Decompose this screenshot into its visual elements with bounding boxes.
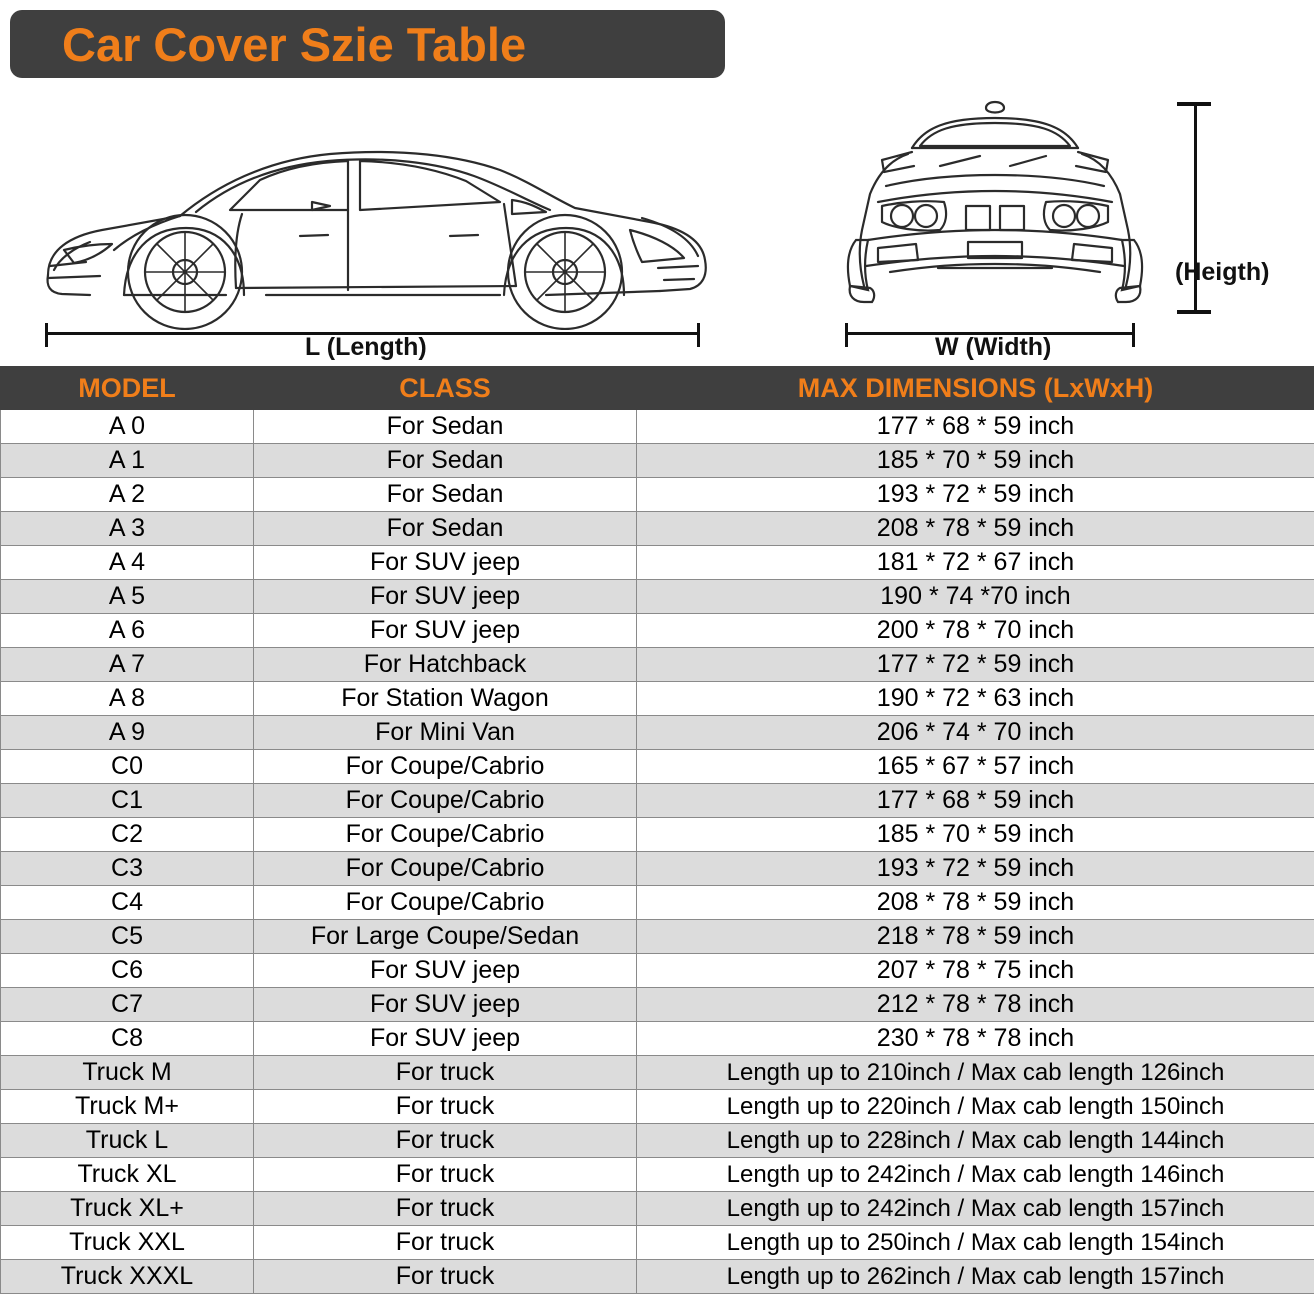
cell-model: C2: [1, 818, 254, 852]
cell-model: A 9: [1, 716, 254, 750]
cell-dimensions: 206 * 74 * 70 inch: [637, 716, 1314, 750]
cell-model: A 6: [1, 614, 254, 648]
table-row: [1, 1226, 1314, 1260]
cell-dimensions: 165 * 67 * 57 inch: [637, 750, 1314, 784]
table-row: [1, 784, 1314, 818]
cell-dimensions: 193 * 72 * 59 inch: [637, 852, 1314, 886]
table-row: [1, 716, 1314, 750]
table-row: [1, 750, 1314, 784]
table-row: [1, 580, 1314, 614]
cell-class: For Mini Van: [254, 716, 637, 750]
table-row: [1, 1056, 1314, 1090]
cell-dimensions: 190 * 72 * 63 inch: [637, 682, 1314, 716]
table-row: [1, 852, 1314, 886]
cell-model: C0: [1, 750, 254, 784]
cell-model: Truck XXL: [1, 1226, 254, 1260]
cell-class: For Sedan: [254, 512, 637, 546]
cell-model: C6: [1, 954, 254, 988]
cell-model: Truck L: [1, 1124, 254, 1158]
cell-class: For Station Wagon: [254, 682, 637, 716]
cell-class: For Coupe/Cabrio: [254, 784, 637, 818]
cell-model: A 4: [1, 546, 254, 580]
cell-model: A 3: [1, 512, 254, 546]
cell-model: A 2: [1, 478, 254, 512]
cell-dimensions: 193 * 72 * 59 inch: [637, 478, 1314, 512]
height-tick-top: [1177, 102, 1211, 106]
cell-class: For Large Coupe/Sedan: [254, 920, 637, 954]
cell-model: C5: [1, 920, 254, 954]
cell-dimensions: Length up to 262inch / Max cab length 157inch: [637, 1260, 1314, 1294]
cell-class: For truck: [254, 1056, 637, 1090]
cell-dimensions: 177 * 72 * 59 inch: [637, 648, 1314, 682]
cell-dimensions: 208 * 78 * 59 inch: [637, 512, 1314, 546]
illustration-area: [0, 80, 1314, 365]
cell-model: Truck M: [1, 1056, 254, 1090]
cell-model: A 0: [1, 410, 254, 444]
cell-model: C7: [1, 988, 254, 1022]
cell-class: For Coupe/Cabrio: [254, 750, 637, 784]
cell-class: For SUV jeep: [254, 546, 637, 580]
cell-class: For Coupe/Cabrio: [254, 852, 637, 886]
table-row: [1, 920, 1314, 954]
table-body: [1, 410, 1314, 1294]
cell-dimensions: 218 * 78 * 59 inch: [637, 920, 1314, 954]
table-row: [1, 1022, 1314, 1056]
table-row: [1, 512, 1314, 546]
cell-model: A 1: [1, 444, 254, 478]
table-row: [1, 988, 1314, 1022]
cell-class: For truck: [254, 1260, 637, 1294]
cell-dimensions: 177 * 68 * 59 inch: [637, 784, 1314, 818]
cell-dimensions: 212 * 78 * 78 inch: [637, 988, 1314, 1022]
cell-class: For truck: [254, 1192, 637, 1226]
cell-dimensions: Length up to 242inch / Max cab length 146inch: [637, 1158, 1314, 1192]
cell-dimensions: Length up to 250inch / Max cab length 154inch: [637, 1226, 1314, 1260]
header-model: MODEL: [1, 367, 254, 410]
table-row: [1, 1158, 1314, 1192]
cell-model: A 8: [1, 682, 254, 716]
cell-model: C8: [1, 1022, 254, 1056]
cell-class: For truck: [254, 1124, 637, 1158]
cell-class: For Coupe/Cabrio: [254, 818, 637, 852]
cell-dimensions: 185 * 70 * 59 inch: [637, 444, 1314, 478]
table-row: [1, 682, 1314, 716]
cell-class: For SUV jeep: [254, 614, 637, 648]
table-row: [1, 478, 1314, 512]
table-row: [1, 886, 1314, 920]
cell-model: C1: [1, 784, 254, 818]
cell-dimensions: 207 * 78 * 75 inch: [637, 954, 1314, 988]
cell-dimensions: 230 * 78 * 78 inch: [637, 1022, 1314, 1056]
car-side-view-illustration: [30, 90, 720, 330]
table-header-row: [1, 367, 1314, 410]
cell-class: For truck: [254, 1090, 637, 1124]
cell-class: For Coupe/Cabrio: [254, 886, 637, 920]
cell-dimensions: 190 * 74 *70 inch: [637, 580, 1314, 614]
title-badge: [10, 10, 725, 78]
table-row: [1, 410, 1314, 444]
cell-model: A 5: [1, 580, 254, 614]
cell-class: For Hatchback: [254, 648, 637, 682]
table-row: [1, 1124, 1314, 1158]
size-table-wrapper: [0, 366, 1314, 1294]
cell-model: Truck XL: [1, 1158, 254, 1192]
cell-dimensions: Length up to 210inch / Max cab length 126inch: [637, 1056, 1314, 1090]
cell-class: For SUV jeep: [254, 580, 637, 614]
cell-class: For SUV jeep: [254, 988, 637, 1022]
cell-class: For SUV jeep: [254, 1022, 637, 1056]
cell-class: For Sedan: [254, 444, 637, 478]
table-row: [1, 1090, 1314, 1124]
cell-dimensions: 200 * 78 * 70 inch: [637, 614, 1314, 648]
cell-class: For truck: [254, 1226, 637, 1260]
size-table: [0, 366, 1314, 1294]
cell-dimensions: Length up to 242inch / Max cab length 157inch: [637, 1192, 1314, 1226]
cell-model: Truck XL+: [1, 1192, 254, 1226]
cell-model: Truck M+: [1, 1090, 254, 1124]
table-row: [1, 954, 1314, 988]
car-front-view-illustration: [820, 90, 1170, 330]
table-row: [1, 818, 1314, 852]
header-dimensions: MAX DIMENSIONS (LxWxH): [637, 367, 1314, 410]
table-row: [1, 444, 1314, 478]
cell-dimensions: 185 * 70 * 59 inch: [637, 818, 1314, 852]
cell-model: Truck XXXL: [1, 1260, 254, 1294]
cell-class: For Sedan: [254, 410, 637, 444]
cell-model: A 7: [1, 648, 254, 682]
table-row: [1, 1192, 1314, 1226]
height-label: (Heigth): [1175, 258, 1270, 286]
page-title: Car Cover Szie Table: [62, 17, 527, 71]
table-row: [1, 546, 1314, 580]
cell-dimensions: 181 * 72 * 67 inch: [637, 546, 1314, 580]
table-row: [1, 614, 1314, 648]
table-row: [1, 648, 1314, 682]
header-class: CLASS: [254, 367, 637, 410]
cell-model: C3: [1, 852, 254, 886]
cell-class: For SUV jeep: [254, 954, 637, 988]
cell-dimensions: Length up to 228inch / Max cab length 144inch: [637, 1124, 1314, 1158]
length-label: L (Length): [305, 333, 427, 361]
cell-dimensions: 208 * 78 * 59 inch: [637, 886, 1314, 920]
cell-dimensions: 177 * 68 * 59 inch: [637, 410, 1314, 444]
height-tick-bottom: [1177, 310, 1211, 314]
cell-model: C4: [1, 886, 254, 920]
cell-class: For Sedan: [254, 478, 637, 512]
table-row: [1, 1260, 1314, 1294]
width-label: W (Width): [935, 333, 1052, 361]
cell-class: For truck: [254, 1158, 637, 1192]
cell-dimensions: Length up to 220inch / Max cab length 150inch: [637, 1090, 1314, 1124]
